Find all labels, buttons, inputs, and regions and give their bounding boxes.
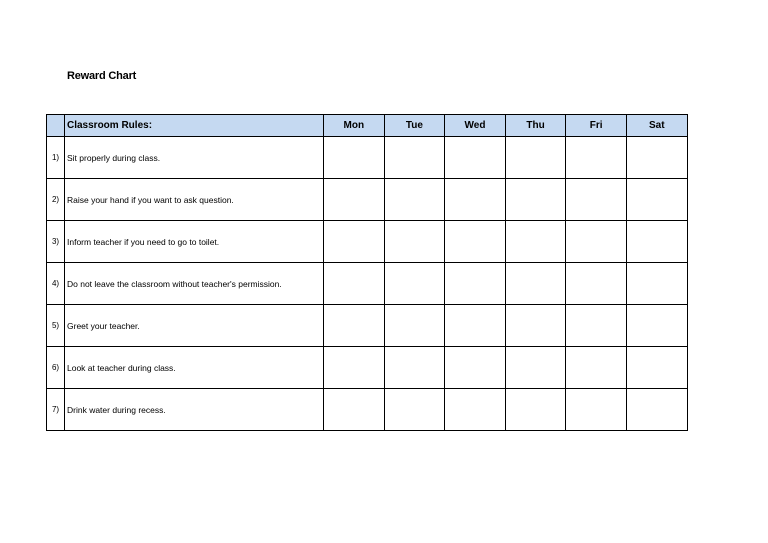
day-cell-tue — [384, 221, 445, 263]
header-row — [47, 115, 688, 137]
day-cell-thu — [505, 179, 566, 221]
header-rules-label: Classroom Rules: — [65, 115, 324, 137]
table-row — [47, 263, 688, 305]
day-cell-thu — [505, 263, 566, 305]
day-cell-mon — [324, 137, 385, 179]
day-cell-fri — [566, 389, 627, 431]
day-cell-wed — [445, 179, 506, 221]
day-cell-mon — [324, 347, 385, 389]
day-cell-mon — [324, 389, 385, 431]
day-cell-fri — [566, 305, 627, 347]
day-cell-sat — [626, 137, 687, 179]
day-cell-thu — [505, 305, 566, 347]
day-cell-fri — [566, 179, 627, 221]
rule-text: Raise your hand if you want to ask question. — [65, 179, 324, 221]
day-cell-sat — [626, 347, 687, 389]
rule-number: 4) — [47, 263, 65, 305]
day-cell-sat — [626, 305, 687, 347]
day-cell-wed — [445, 389, 506, 431]
rule-number: 7) — [47, 389, 65, 431]
day-cell-thu — [505, 221, 566, 263]
day-cell-tue — [384, 263, 445, 305]
day-cell-fri — [566, 221, 627, 263]
day-cell-mon — [324, 305, 385, 347]
table-row — [47, 179, 688, 221]
rule-number: 1) — [47, 137, 65, 179]
day-cell-wed — [445, 305, 506, 347]
rule-number: 2) — [47, 179, 65, 221]
reward-chart-table — [46, 114, 688, 431]
day-cell-mon — [324, 221, 385, 263]
day-cell-mon — [324, 263, 385, 305]
rule-number: 6) — [47, 347, 65, 389]
day-cell-sat — [626, 221, 687, 263]
day-cell-wed — [445, 263, 506, 305]
day-cell-wed — [445, 221, 506, 263]
day-cell-tue — [384, 347, 445, 389]
day-cell-tue — [384, 179, 445, 221]
header-number-cell — [47, 115, 65, 137]
rule-number: 5) — [47, 305, 65, 347]
table-row — [47, 137, 688, 179]
header-day-thu: Thu — [505, 115, 566, 137]
header-day-wed: Wed — [445, 115, 506, 137]
rule-number: 3) — [47, 221, 65, 263]
header-day-tue: Tue — [384, 115, 445, 137]
day-cell-tue — [384, 137, 445, 179]
day-cell-fri — [566, 137, 627, 179]
day-cell-sat — [626, 179, 687, 221]
chart-title: Reward Chart — [67, 70, 137, 82]
day-cell-wed — [445, 137, 506, 179]
day-cell-tue — [384, 305, 445, 347]
header-day-sat: Sat — [626, 115, 687, 137]
table-row — [47, 347, 688, 389]
day-cell-thu — [505, 347, 566, 389]
day-cell-thu — [505, 137, 566, 179]
day-cell-wed — [445, 347, 506, 389]
day-cell-tue — [384, 389, 445, 431]
day-cell-mon — [324, 179, 385, 221]
rule-text: Look at teacher during class. — [65, 347, 324, 389]
day-cell-thu — [505, 389, 566, 431]
day-cell-sat — [626, 263, 687, 305]
day-cell-sat — [626, 389, 687, 431]
day-cell-fri — [566, 347, 627, 389]
table-row — [47, 389, 688, 431]
rule-text: Greet your teacher. — [65, 305, 324, 347]
rule-text: Drink water during recess. — [65, 389, 324, 431]
day-cell-fri — [566, 263, 627, 305]
rule-text: Sit properly during class. — [65, 137, 324, 179]
table-row — [47, 305, 688, 347]
header-day-mon: Mon — [324, 115, 385, 137]
rule-text: Do not leave the classroom without teacher's permission. — [65, 263, 324, 305]
header-day-fri: Fri — [566, 115, 627, 137]
rule-text: Inform teacher if you need to go to toilet. — [65, 221, 324, 263]
table-row — [47, 221, 688, 263]
